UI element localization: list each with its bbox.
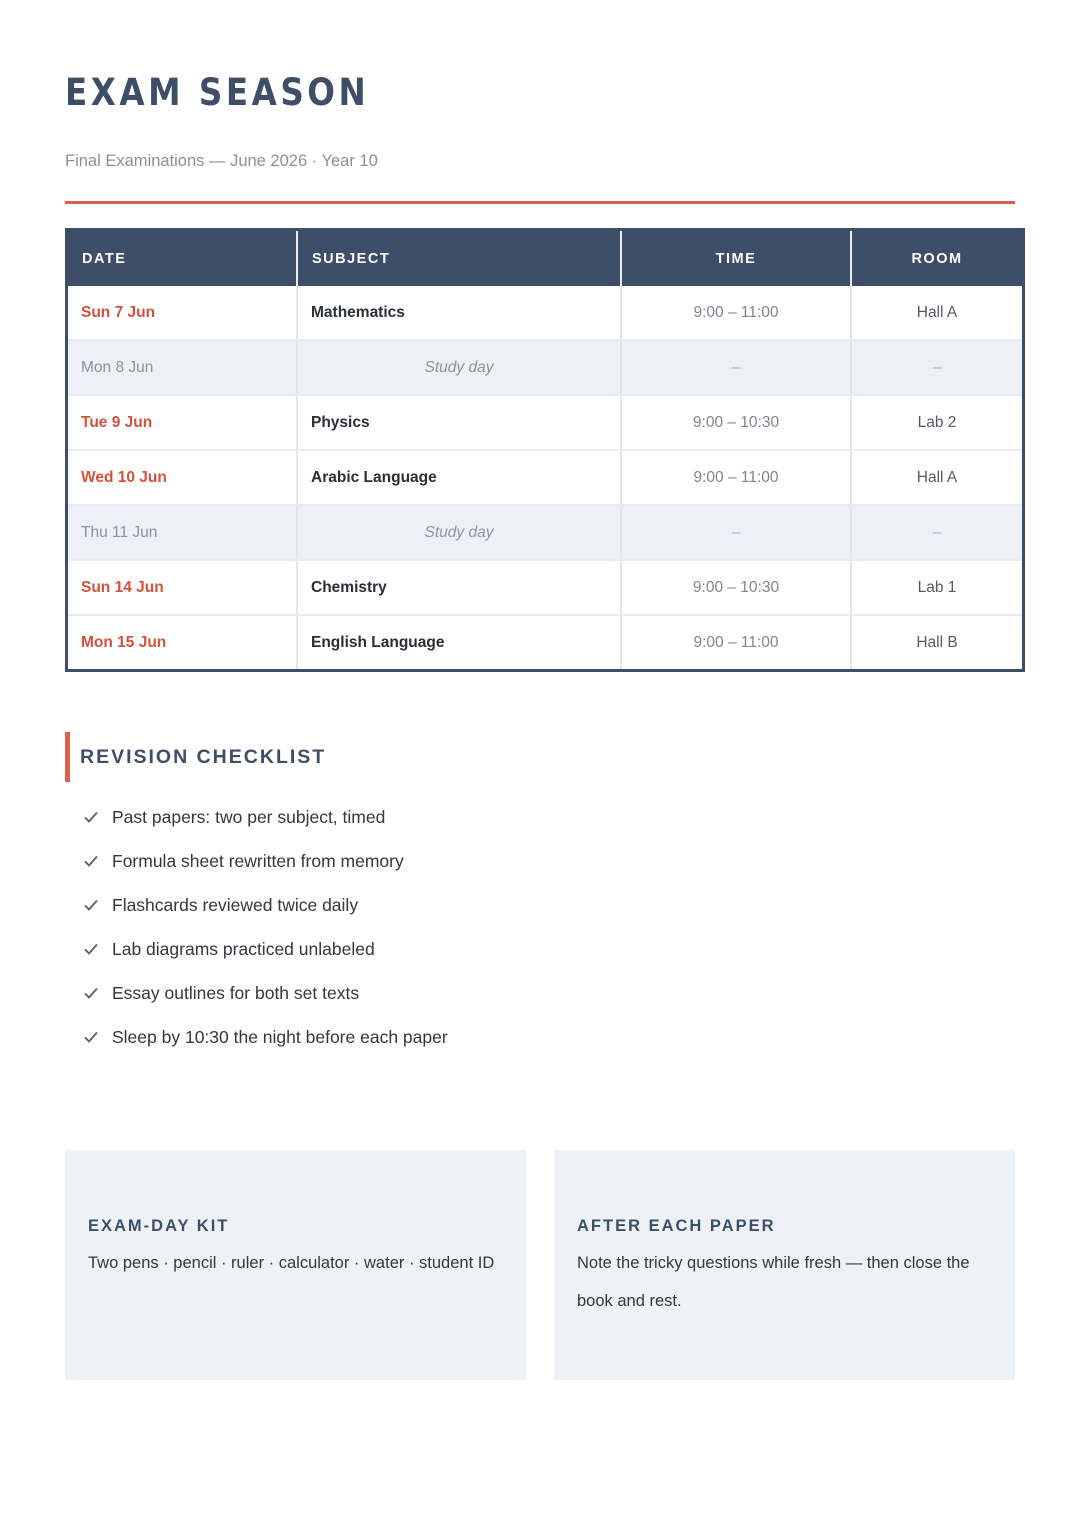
time-cell: 9:00 – 10:30: [621, 560, 851, 615]
room-cell: Hall A: [851, 450, 1024, 505]
card-body: Two pens · pencil · ruler · calculator · water · student ID: [88, 1254, 495, 1272]
date-cell: Thu 11 Jun: [67, 505, 298, 560]
after-each-paper-card: [554, 1150, 1015, 1380]
subject-cell: Study day: [297, 505, 621, 560]
subject-cell: Mathematics: [297, 286, 621, 340]
page-subtitle: Final Examinations — June 2026 · Year 10: [65, 152, 378, 170]
list-item: [83, 883, 448, 927]
room-cell: Lab 1: [851, 560, 1024, 615]
card-title: AFTER EACH PAPER: [577, 1217, 776, 1235]
time-cell: 9:00 – 11:00: [621, 450, 851, 505]
subject-cell: Study day: [297, 340, 621, 395]
check-icon: [83, 853, 99, 869]
table-row: [67, 286, 1024, 340]
room-cell: –: [851, 340, 1024, 395]
check-icon: [83, 897, 99, 913]
subject-cell: Arabic Language: [297, 450, 621, 505]
time-cell: –: [621, 340, 851, 395]
subject-cell: Physics: [297, 395, 621, 450]
check-icon: [83, 941, 99, 957]
subject-cell: Chemistry: [297, 560, 621, 615]
exam-schedule-table: [65, 228, 1025, 672]
table-row: [67, 615, 1024, 671]
table-row: [67, 450, 1024, 505]
checklist-item-label: Flashcards reviewed twice daily: [112, 894, 359, 915]
table-header-row: [67, 230, 1024, 287]
date-cell: Tue 9 Jun: [67, 395, 298, 450]
time-cell: 9:00 – 11:00: [621, 286, 851, 340]
check-icon: [83, 1029, 99, 1045]
room-cell: –: [851, 505, 1024, 560]
list-item: [83, 795, 448, 839]
room-cell: Hall A: [851, 286, 1024, 340]
card-title: EXAM-DAY KIT: [88, 1217, 230, 1235]
subject-cell: English Language: [297, 615, 621, 671]
column-header-subject: SUBJECT: [297, 230, 621, 287]
revision-checklist: [83, 795, 448, 1059]
checklist-item-label: Past papers: two per subject, timed: [112, 806, 386, 827]
checklist-item-label: Essay outlines for both set texts: [112, 982, 360, 1003]
date-cell: Sun 7 Jun: [67, 286, 298, 340]
table-row: [67, 505, 1024, 560]
date-cell: Mon 15 Jun: [67, 615, 298, 671]
page-title: EXAM SEASON: [65, 71, 370, 114]
room-cell: Lab 2: [851, 395, 1024, 450]
list-item: [83, 1015, 448, 1059]
date-cell: Wed 10 Jun: [67, 450, 298, 505]
time-cell: 9:00 – 11:00: [621, 615, 851, 671]
checklist-item-label: Formula sheet rewritten from memory: [112, 850, 404, 871]
list-item: [83, 971, 448, 1015]
revision-checklist-heading: REVISION CHECKLIST: [65, 732, 326, 782]
column-header-room: ROOM: [851, 230, 1024, 287]
time-cell: 9:00 – 10:30: [621, 395, 851, 450]
checklist-item-label: Lab diagrams practiced unlabeled: [112, 938, 375, 959]
list-item: [83, 927, 448, 971]
column-header-date: DATE: [67, 230, 298, 287]
card-body: Note the tricky questions while fresh — then close the book and rest.: [577, 1254, 970, 1310]
check-icon: [83, 809, 99, 825]
list-item: [83, 839, 448, 883]
date-cell: Sun 14 Jun: [67, 560, 298, 615]
column-header-time: TIME: [621, 230, 851, 287]
table-row: [67, 340, 1024, 395]
room-cell: Hall B: [916, 633, 958, 651]
table-row: [67, 560, 1024, 615]
check-icon: [83, 985, 99, 1001]
date-cell: Mon 8 Jun: [67, 340, 298, 395]
time-cell: –: [621, 505, 851, 560]
checklist-item-label: Sleep by 10:30 the night before each paper: [112, 1026, 448, 1047]
table-row: [67, 395, 1024, 450]
exam-day-kit-card: [65, 1150, 526, 1380]
title-divider: [65, 201, 1015, 204]
